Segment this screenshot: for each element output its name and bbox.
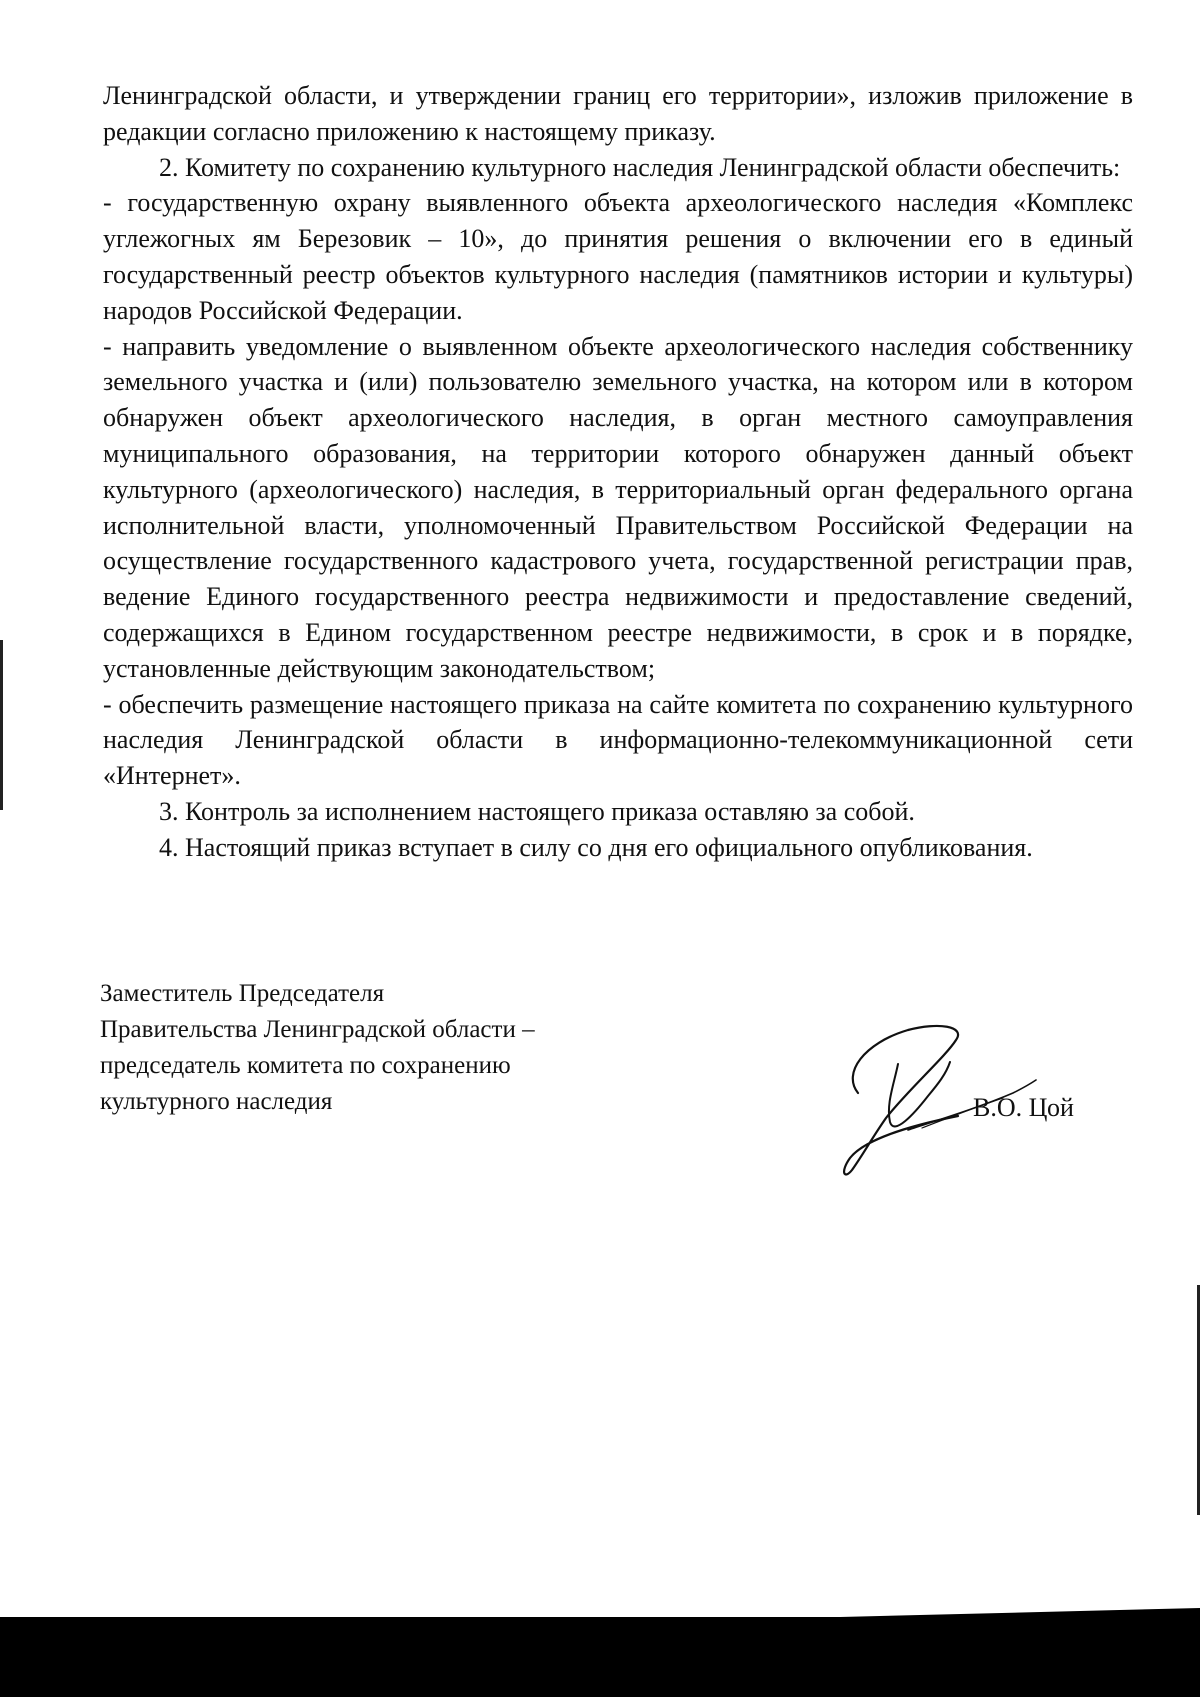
paragraph-notification: - направить уведомление о выявленном объекте археологического наследия собственнику земельного участка и (или) пользователю земельного участка, на котором или в котором обнаружен объект археологического наследия, в орган местного самоуправления муниципального образования, на территории которого обнаружен данный объект культурного (археологического) наследия, в территориальный орган федерального органа исполнительной власти, уполномоченный Правительством Российской Федерации на осуществление государственного кадастрового учета, государственной регистрации прав, ведение Единого государственного реестра недвижимости и предоставление сведений, содержащихся в Едином государственном реестре недвижимости, в срок и в порядке, установленные действующим законодательством; (103, 331, 1133, 683)
scan-edge-left (0, 640, 3, 810)
document-body (103, 78, 1133, 866)
signatory-position (100, 976, 535, 1120)
signer-name: В.О. Цой (973, 1093, 1074, 1122)
paragraph-item-4: 4. Настоящий приказ вступает в силу со дня его официального опубликования. (159, 832, 1033, 862)
scan-bottom-wedge (840, 1608, 1200, 1617)
scan-bottom-edge (0, 1617, 1200, 1697)
position-line: Заместитель Председателя (100, 980, 385, 1007)
paragraph-item-2: 2. Комитету по сохранению культурного наследия Ленинградской области обеспечить: (159, 152, 1121, 182)
position-line: Правительства Ленинградской области – (100, 1016, 535, 1043)
paragraph-state-protection: - государственную охрану выявленного объекта археологического наследия «Комплекс углежогных ям Березовик – 10», до принятия решения о включении его в единый государственный реестр объектов культурного наследия (памятников истории и культуры) народов Российской Федерации. (103, 188, 1133, 325)
paragraph-publication: - обеспечить размещение настоящего приказа на сайте комитета по сохранению культурного наследия Ленинградской области в информационно-телекоммуникационной сети «Интернет». (103, 689, 1133, 791)
paragraph-continuation: Ленинградской области, и утверждении границ его территории», изложив приложение в редакции согласно приложению к настоящему приказу. (103, 81, 1133, 146)
position-line: председатель комитета по сохранению (100, 1052, 511, 1079)
paragraph-item-3: 3. Контроль за исполнением настоящего приказа оставляю за собой. (159, 796, 915, 826)
position-line: культурного наследия (100, 1088, 333, 1115)
